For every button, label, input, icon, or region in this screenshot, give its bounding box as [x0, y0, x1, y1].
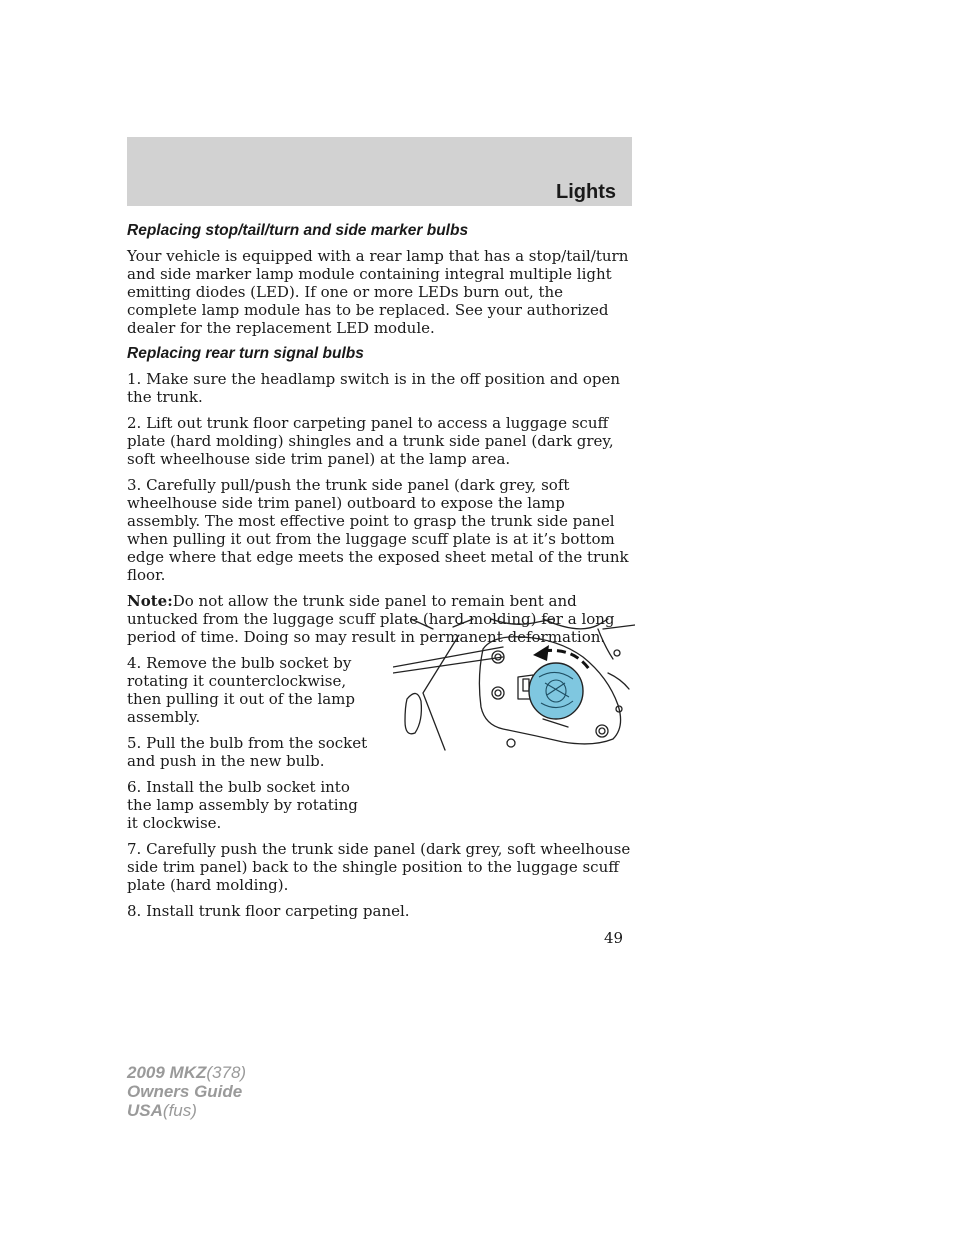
step-2: 2. Lift out trunk floor carpeting panel to access a luggage scuff plate (hard molding) shingles and a trunk side panel (dark grey, soft wheelhouse side trim panel) at the lamp area. [127, 414, 614, 468]
note-text: Do not allow the trunk side panel to remain bent and untucked from the luggage scuff plate (hard molding) for a long period of time. Doing so may result in permanent deformation. [127, 592, 615, 646]
footer-line-1: 2009 MKZ(378) [127, 1063, 247, 1082]
footer-line-2: Owners Guide [127, 1082, 243, 1101]
led-paragraph: Your vehicle is equipped with a rear lamp that has a stop/tail/turn and side marker lamp module containing integral multiple light emitting diodes (LED). If one or more LEDs burn out, the complete lamp module has to be replaced. See your authorized dealer for the replacement LED module. [127, 247, 629, 337]
step-1: 1. Make sure the headlamp switch is in the off position and open the trunk. [127, 370, 621, 406]
page-content [127, 222, 632, 928]
step-6: 6. Install the bulb socket into the lamp assembly by rotating it clockwise. [127, 778, 358, 832]
turn-heading: Replacing rear turn signal bulbs [127, 345, 364, 362]
note-label: Note: [127, 592, 173, 610]
led-heading: Replacing stop/tail/turn and side marker bulbs [127, 222, 469, 239]
bulb-socket-illustration [393, 617, 635, 752]
step-8: 8. Install trunk floor carpeting panel. [127, 902, 410, 920]
step-5: 5. Pull the bulb from the socket and push in the new bulb. [127, 734, 368, 770]
footer [127, 1063, 246, 1120]
section-header-band [127, 137, 632, 206]
section-title: Lights [556, 181, 616, 203]
footer-line-3: USA(fus) [127, 1101, 197, 1120]
step-4: 4. Remove the bulb socket by rotating it counterclockwise, then pulling it out of the lamp assembly. [127, 654, 356, 726]
step-3: 3. Carefully pull/push the trunk side panel (dark grey, soft wheelhouse side trim panel) outboard to expose the lamp assembly. The most effective point to grasp the trunk side panel when pulling it out from the luggage scuff plate is at it’s bottom edge where that edge meets the exposed sheet metal of the trunk floor. [127, 476, 629, 584]
step-7: 7. Carefully push the trunk side panel (dark grey, soft wheelhouse side trim panel) back to the shingle position to the luggage scuff plate (hard molding). [127, 840, 631, 894]
page-number: 49 [604, 929, 624, 947]
